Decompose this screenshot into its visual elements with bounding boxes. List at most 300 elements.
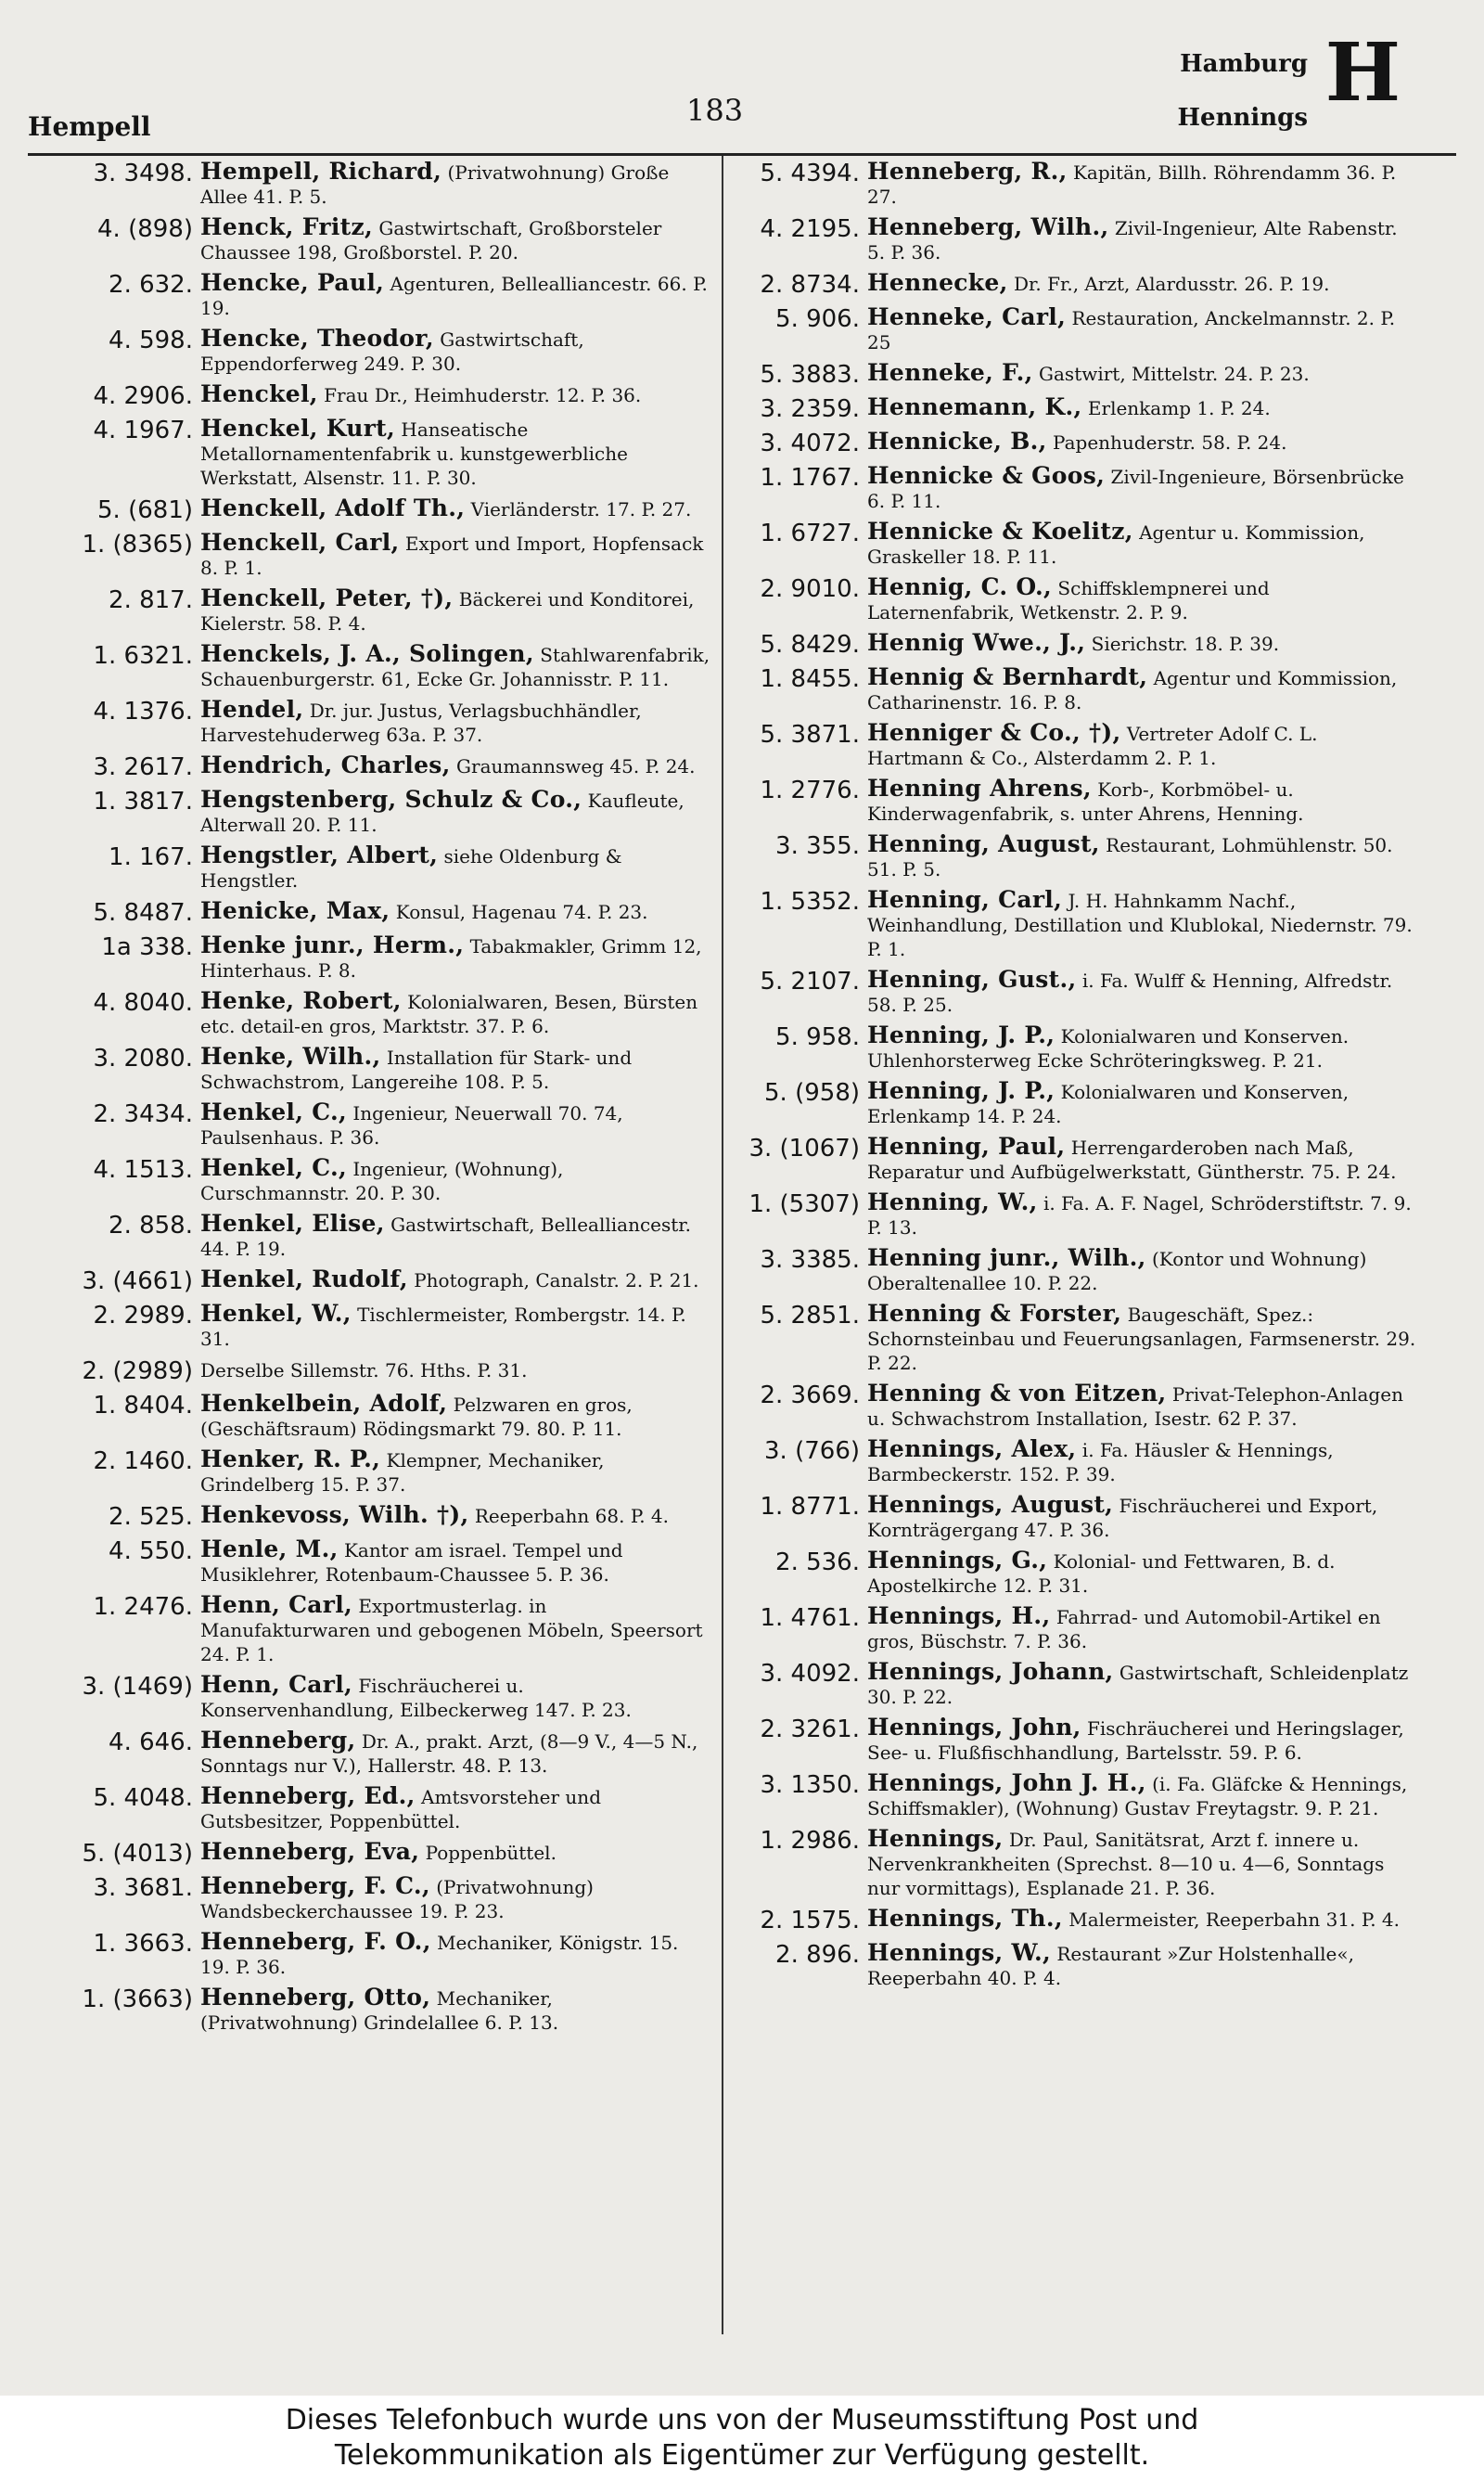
listing-entry	[26, 989, 712, 1038]
subscriber-name: Henkelbein, Adolf,	[200, 1390, 448, 1417]
listing-entry	[733, 215, 1419, 264]
entry-text	[200, 1302, 712, 1351]
phone-number: 3. 2359.	[760, 395, 860, 423]
entry-text	[200, 1593, 712, 1666]
listing-entry	[26, 1357, 712, 1385]
entry-text	[867, 1023, 1419, 1073]
phone-number: 2. 632.	[109, 271, 193, 299]
phone-number: 3. (1067)	[748, 1135, 860, 1163]
entry-details: Gastwirtschaft, Großborsteler Chaussee 198, Großborstel. P. 20.	[200, 217, 662, 263]
listing-entry	[733, 1437, 1419, 1486]
entry-details: Schiffsklempnerei und Laternenfabrik, Wetkenstr. 2. P. 9.	[867, 577, 1270, 623]
entry-details: Fischräucherei u. Konservenhandlung, Eilbeckerweg 147. P. 23.	[200, 1675, 632, 1721]
entry-text	[867, 1079, 1419, 1128]
entry-text	[200, 1728, 712, 1778]
subscriber-name: Henneberg, Eva,	[200, 1838, 420, 1865]
subscriber-name: Hennicke & Koelitz,	[867, 518, 1133, 545]
entry-details: Kolonialwaren, Besen, Bürsten etc. detail-en gros, Marktstr. 37. P. 6.	[200, 991, 698, 1037]
phone-number: 3. 3385.	[760, 1246, 860, 1274]
entry-text	[200, 1267, 712, 1292]
entry-details: Restaurant »Zur Holstenhalle«, Reeperbahn 40. P. 4.	[867, 1943, 1354, 1989]
entry-text	[200, 1357, 712, 1382]
listing-entry	[733, 1079, 1419, 1128]
subscriber-name: Henning, J. P.,	[867, 1022, 1055, 1048]
subscriber-name: Henicke, Max,	[200, 897, 390, 924]
entry-text	[867, 395, 1419, 420]
entry-details: Stahlwarenfabrik, Schauenburgerstr. 61, Ecke Gr. Johannisstr. P. 11.	[200, 644, 710, 690]
entry-details: (Kontor und Wohnung) Oberaltenallee 10. P. 22.	[867, 1248, 1367, 1294]
phone-number: 1. 2776.	[760, 777, 860, 804]
subscriber-name: Henneberg, Wilh.,	[867, 213, 1109, 240]
listing-entry	[733, 1135, 1419, 1184]
phone-number: 1. (5307)	[748, 1190, 860, 1218]
entry-text	[867, 968, 1419, 1017]
listing-entry	[733, 1941, 1419, 1990]
phone-number: 2. 3669.	[760, 1381, 860, 1409]
entry-details: Amtsvorsteher und Gutsbesitzer, Poppenbüttel.	[200, 1786, 601, 1832]
subscriber-name: Henning Ahrens,	[867, 775, 1092, 802]
entry-details: Mechaniker, Königstr. 15. 19. P. 36.	[200, 1932, 679, 1978]
listing-entry	[26, 160, 712, 209]
listing-entry	[733, 1660, 1419, 1709]
entry-details: Tischlermeister, Rombergstr. 14. P. 31.	[200, 1304, 686, 1350]
entry-text	[200, 496, 712, 521]
subscriber-name: Henkel, C.,	[200, 1099, 347, 1125]
phone-number: 1. 2986.	[760, 1827, 860, 1855]
entry-details: Dr. Fr., Arzt, Alardusstr. 26. P. 19.	[1014, 273, 1330, 295]
entry-details: Privat-Telephon-Anlagen u. Schwachstrom Installation, Isestr. 62 P. 37.	[867, 1383, 1403, 1430]
phone-number: 5. 2851.	[760, 1302, 860, 1330]
phone-number: 2. 858.	[109, 1212, 193, 1240]
entry-details: Erlenkamp 1. P. 24.	[1087, 397, 1271, 419]
subscriber-name: Henkel, W.,	[200, 1300, 352, 1327]
entry-text	[867, 1302, 1419, 1375]
subscriber-name: Hennecke,	[867, 269, 1008, 296]
phone-number: 3. 2080.	[93, 1045, 193, 1073]
entry-text	[867, 1246, 1419, 1295]
subscriber-name: Hennings, Johann,	[867, 1658, 1114, 1685]
entry-text	[200, 417, 712, 490]
entry-details: Bäckerei und Konditorei, Kielerstr. 58. P. 4.	[200, 588, 695, 635]
entry-text	[867, 1548, 1419, 1598]
phone-number: 2. 896.	[775, 1941, 860, 1969]
running-head-right	[1177, 37, 1308, 145]
phone-number: 1. 4761.	[760, 1604, 860, 1632]
phone-number: 1. 3663.	[93, 1930, 193, 1958]
right-column	[733, 160, 1419, 1997]
listing-entry	[26, 1302, 712, 1351]
phone-number: 1. 3817.	[93, 788, 193, 816]
entry-details: Restauration, Anckelmannstr. 2. P. 25	[867, 307, 1396, 353]
entry-details: Gastwirtschaft, Eppendorferweg 249. P. 30.	[200, 328, 584, 375]
listing-entry	[26, 1985, 712, 2035]
listing-entry	[733, 888, 1419, 961]
subscriber-name: Henneberg, Ed.,	[200, 1782, 416, 1809]
phone-number: 5. 2107.	[760, 968, 860, 996]
listing-entry	[26, 1045, 712, 1094]
listing-entry	[733, 1907, 1419, 1934]
listing-entry	[26, 417, 712, 490]
entry-details: Graumannsweg 45. P. 24.	[456, 755, 696, 777]
phone-number: 5. 4394.	[760, 160, 860, 187]
section-letter: H	[1324, 26, 1401, 120]
entry-text	[867, 832, 1419, 881]
entry-details: siehe Oldenburg & Hengstler.	[200, 845, 622, 892]
phone-number: 3. (4661)	[82, 1267, 193, 1295]
running-head-left: Hempell	[28, 111, 151, 142]
subscriber-name: Hencke, Paul,	[200, 269, 385, 296]
phone-number: 5. 906.	[775, 305, 860, 333]
entry-details: Dr. Paul, Sanitätsrat, Arzt f. innere u. Nervenkrankheiten (Sprechst. 8—10 u. 4—6, Sonntags nur vormittags), Esplanade 21. P. 36.	[867, 1829, 1385, 1899]
listing-entry	[26, 215, 712, 264]
phone-number: 3. 3498.	[93, 160, 193, 187]
entry-text	[867, 215, 1419, 264]
subscriber-name: Hendrich, Charles,	[200, 752, 451, 778]
subscriber-name: Hennig Wwe., J.,	[867, 629, 1086, 656]
entry-text	[200, 753, 712, 778]
listing-entry	[26, 933, 712, 983]
left-column	[26, 160, 712, 2041]
entry-details: Sierichstr. 18. P. 39.	[1091, 633, 1280, 655]
listing-entry	[733, 1604, 1419, 1653]
listing-entry	[733, 721, 1419, 770]
phone-number: 1. 8771.	[760, 1493, 860, 1521]
listing-entry	[733, 160, 1419, 209]
subscriber-name: Henneberg, F. C.,	[200, 1872, 430, 1899]
phone-number: 3. (766)	[764, 1437, 860, 1465]
subscriber-name: Henckell, Adolf Th.,	[200, 495, 466, 521]
listing-entry	[733, 1302, 1419, 1375]
footer-line-1: Dieses Telefonbuch wurde uns von der Museumsstiftung Post und	[285, 2404, 1199, 2436]
entry-details: Fischräucherei und Export, Kornträgergang 47. P. 36.	[867, 1495, 1378, 1541]
subscriber-name: Henning, Gust.,	[867, 966, 1077, 993]
subscriber-name: Hennings, Alex,	[867, 1435, 1077, 1462]
subscriber-name: Henckell, Peter, †),	[200, 585, 454, 611]
listing-entry	[26, 271, 712, 320]
entry-text	[867, 721, 1419, 770]
subscriber-name: Hennings, G.,	[867, 1547, 1048, 1574]
entry-text	[867, 1135, 1419, 1184]
listing-entry	[26, 586, 712, 636]
phone-number: 3. 4072.	[760, 430, 860, 457]
entry-text	[867, 1381, 1419, 1431]
listing-entry	[26, 1537, 712, 1587]
entry-text	[867, 575, 1419, 624]
phone-number: 4. 550.	[109, 1537, 193, 1565]
entry-details: J. H. Hahnkamm Nachf., Weinhandlung, Destillation und Klublokal, Niedernstr. 79. P. 1.	[867, 890, 1413, 960]
entry-text	[867, 1827, 1419, 1900]
subscriber-name: Henning, J. P.,	[867, 1077, 1055, 1104]
entry-text	[200, 933, 712, 983]
phone-number: 2. 1575.	[760, 1907, 860, 1934]
header-rule	[28, 153, 1456, 156]
phone-number: 1a 338.	[101, 933, 193, 961]
entry-details: Exportmusterlag. in Manufakturwaren und gebogenen Möbeln, Speersort 24. P. 1.	[200, 1595, 703, 1665]
entry-text	[200, 1930, 712, 1979]
phone-number: 5. 8429.	[760, 631, 860, 659]
subscriber-name: Henneberg, Otto,	[200, 1984, 431, 2011]
listing-entry	[733, 1715, 1419, 1765]
listing-entry	[26, 698, 712, 747]
subscriber-name: Henneberg, R.,	[867, 158, 1068, 185]
subscriber-name: Henneberg, F. O.,	[200, 1928, 431, 1955]
phone-number: 3. (1469)	[82, 1673, 193, 1701]
entry-details: Klempner, Mechaniker, Grindelberg 15. P. 37.	[200, 1449, 605, 1496]
entry-text	[200, 1537, 712, 1587]
subscriber-name: Hennings,	[867, 1825, 1004, 1852]
subscriber-name: Hennings, August,	[867, 1491, 1114, 1518]
phone-number: 3. 355.	[775, 832, 860, 860]
entry-details: Pelzwaren en gros, (Geschäftsraum) Rödingsmarkt 79. 80. P. 11.	[200, 1394, 633, 1440]
entry-text	[867, 1493, 1419, 1542]
entry-details: Agentur u. Kommission, Graskeller 18. P. 11.	[867, 521, 1365, 568]
entry-details: Vertreter Adolf C. L. Hartmann & Co., Alsterdamm 2. P. 1.	[867, 723, 1318, 769]
entry-text	[200, 1156, 712, 1205]
subscriber-name: Hennings, John,	[867, 1714, 1081, 1741]
entry-details: Fahrrad- und Automobil-Artikel en gros, Büschstr. 7. P. 36.	[867, 1606, 1381, 1652]
phone-number: 4. 598.	[109, 327, 193, 354]
phone-number: 2. 525.	[109, 1503, 193, 1531]
entry-text	[867, 1941, 1419, 1990]
listing-entry	[26, 327, 712, 376]
listing-entry	[733, 1771, 1419, 1820]
subscriber-name: Henck, Fritz,	[200, 213, 373, 240]
phone-number: 1. 2476.	[93, 1593, 193, 1621]
phone-number: 5. 8487.	[93, 899, 193, 927]
subscriber-name: Henkel, C.,	[200, 1154, 347, 1181]
entry-text	[200, 1673, 712, 1722]
entry-text	[200, 382, 712, 407]
phone-number: 4. 8040.	[93, 989, 193, 1017]
entry-details: Herrengarderoben nach Maß, Reparatur und Aufbügelwerkstatt, Güntherstr. 75. P. 24.	[867, 1137, 1397, 1183]
entry-details: Poppenbüttel.	[425, 1842, 556, 1864]
phone-number: 4. 646.	[109, 1728, 193, 1756]
subscriber-name: Hennig, C. O.,	[867, 573, 1053, 600]
entry-details: Kolonial- und Fettwaren, B. d. Apostelkirche 12. P. 31.	[867, 1550, 1336, 1597]
listing-entry	[26, 1267, 712, 1295]
entry-details: Kapitän, Billh. Röhrendamm 36. P. 27.	[867, 161, 1397, 208]
entry-details: Dr. A., prakt. Arzt, (8—9 V., 4—5 N., Sonntags nur V.), Hallerstr. 48. P. 13.	[200, 1730, 698, 1777]
phone-number: 1. (3663)	[82, 1985, 193, 2013]
subscriber-name: Henning junr., Wilh.,	[867, 1244, 1146, 1271]
subscriber-name: Hencke, Theodor,	[200, 325, 434, 352]
listing-entry	[733, 1493, 1419, 1542]
phone-number: 5. 958.	[775, 1023, 860, 1051]
entry-details: Derselbe Sillemstr. 76. Hths. P. 31.	[200, 1359, 528, 1381]
entry-text	[867, 1604, 1419, 1653]
subscriber-name: Henning, Carl,	[867, 886, 1063, 913]
entry-text	[200, 1392, 712, 1441]
entry-details: Baugeschäft, Spez.: Schornsteinbau und Feuerungsanlagen, Farmsenerstr. 29. P. 22.	[867, 1304, 1416, 1374]
listing-entry	[733, 1548, 1419, 1598]
phone-number: 1. (8365)	[82, 531, 193, 559]
listing-entry	[733, 395, 1419, 423]
entry-details: Installation für Stark- und Schwachstrom, Langereihe 108. P. 5.	[200, 1047, 633, 1093]
subscriber-name: Henckels, J. A., Solingen,	[200, 640, 534, 667]
entry-details: Kolonialwaren und Konserven, Erlenkamp 14. P. 24.	[867, 1081, 1350, 1127]
phone-number: 3. 1350.	[760, 1771, 860, 1799]
entry-details: Konsul, Hagenau 74. P. 23.	[395, 901, 648, 923]
entry-text	[867, 1715, 1419, 1765]
entry-details: Papenhuderstr. 58. P. 24.	[1053, 431, 1287, 454]
entry-details: (i. Fa. Gläfcke & Hennings, Schiffsmakler), (Wohnung) Gustav Freytagstr. 9. P. 21.	[867, 1773, 1408, 1819]
listing-entry	[26, 1930, 712, 1979]
subscriber-name: Hennings, Th.,	[867, 1905, 1063, 1932]
phone-number: 1. 8404.	[93, 1392, 193, 1420]
entry-text	[200, 1100, 712, 1150]
entry-details: Korb-, Korbmöbel- u. Kinderwagenfabrik, s. unter Ahrens, Henning.	[867, 778, 1304, 825]
entry-text	[200, 698, 712, 747]
entry-details: Ingenieur, (Wohnung), Curschmannstr. 20. P. 30.	[200, 1158, 564, 1204]
entry-details: Malermeister, Reeperbahn 31. P. 4.	[1068, 1908, 1401, 1931]
entry-text	[867, 361, 1419, 386]
listing-entry	[733, 1381, 1419, 1431]
subscriber-name: Henning, W.,	[867, 1189, 1038, 1215]
listing-entry	[733, 1023, 1419, 1073]
listing-entry	[733, 575, 1419, 624]
entry-details: (Privatwohnung) Wandsbeckerchaussee 19. P. 23.	[200, 1876, 594, 1922]
listing-entry	[26, 1593, 712, 1666]
phone-number: 5. 4048.	[93, 1784, 193, 1812]
footer-notice	[0, 2396, 1484, 2480]
entry-details: Gastwirtschaft, Schleidenplatz 30. P. 22.	[867, 1662, 1409, 1708]
entry-text	[867, 1907, 1419, 1932]
listing-entry	[733, 968, 1419, 1017]
entry-text	[867, 665, 1419, 714]
phone-number: 2. 8734.	[760, 271, 860, 299]
subscriber-name: Henle, M.,	[200, 1536, 339, 1562]
entry-details: Frau Dr., Heimhuderstr. 12. P. 36.	[324, 384, 642, 406]
listing-entry	[26, 1100, 712, 1150]
listing-entry	[733, 832, 1419, 881]
entry-text	[867, 430, 1419, 455]
phone-number: 4. 1513.	[93, 1156, 193, 1184]
phone-number: 1. 8455.	[760, 665, 860, 693]
phone-number: 4. 1376.	[93, 698, 193, 726]
phone-number: 5. (681)	[97, 496, 193, 524]
entry-text	[867, 631, 1419, 656]
entry-details: Agentur und Kommission, Catharinenstr. 16. P. 8.	[867, 667, 1398, 713]
entry-details: Gastwirtschaft, Bellealliancestr. 44. P. 19.	[200, 1214, 692, 1260]
subscriber-name: Henckell, Carl,	[200, 529, 400, 556]
entry-details: Restaurant, Lohmühlenstr. 50. 51. P. 5.	[867, 834, 1393, 880]
entry-details: Kolonialwaren und Konserven. Uhlenhorsterweg Ecke Schröteringksweg. P. 21.	[867, 1025, 1350, 1072]
entry-text	[867, 271, 1419, 296]
phone-number: 4. 2906.	[93, 382, 193, 410]
phone-number: 5. (4013)	[82, 1840, 193, 1868]
subscriber-name: Hennemann, K.,	[867, 393, 1082, 420]
entry-text	[867, 888, 1419, 961]
subscriber-name: Henckel,	[200, 380, 318, 407]
entry-details: Dr. jur. Justus, Verlagsbuchhändler, Harvestehuderweg 63a. P. 37.	[200, 700, 642, 746]
entry-details: Reeperbahn 68. P. 4.	[474, 1505, 670, 1527]
listing-entry	[26, 1784, 712, 1833]
footer-line-2: Telekommunikation als Eigentümer zur Verfügung gestellt.	[334, 2439, 1150, 2472]
entry-details: Zivil-Ingenieure, Börsenbrücke 6. P. 11.	[867, 466, 1404, 512]
subscriber-name: Hennicke, B.,	[867, 428, 1047, 455]
entry-text	[200, 271, 712, 320]
phone-number: 2. (2989)	[82, 1357, 193, 1385]
phone-number: 3. 2617.	[93, 753, 193, 781]
subscriber-name: Hempell, Richard,	[200, 158, 442, 185]
page-number: 183	[686, 93, 744, 128]
entry-details: Mechaniker, (Privatwohnung) Grindelallee 6. P. 13.	[200, 1987, 559, 2034]
phone-number: 4. 2195.	[760, 215, 860, 243]
entry-details: Zivil-Ingenieur, Alte Rabenstr. 5. P. 36.	[867, 217, 1398, 263]
entry-text	[200, 642, 712, 691]
phone-number: 2. 3261.	[760, 1715, 860, 1743]
listing-entry	[26, 1840, 712, 1868]
listing-entry	[733, 520, 1419, 569]
entry-text	[200, 160, 712, 209]
entry-text	[200, 1503, 712, 1528]
entry-details: i. Fa. Wulff & Henning, Alfredstr. 58. P. 25.	[867, 970, 1393, 1016]
listing-entry	[733, 1190, 1419, 1240]
entry-text	[867, 1190, 1419, 1240]
entry-text	[200, 1212, 712, 1261]
listing-entry	[26, 1212, 712, 1261]
phone-number: 2. 817.	[109, 586, 193, 614]
entry-text	[200, 788, 712, 837]
subscriber-name: Henning & von Eitzen,	[867, 1380, 1167, 1407]
entry-details: Gastwirt, Mittelstr. 24. P. 23.	[1039, 363, 1310, 385]
entry-text	[200, 1840, 712, 1865]
subscriber-name: Henkel, Elise,	[200, 1210, 385, 1237]
listing-entry	[733, 430, 1419, 457]
subscriber-name: Henkevoss, Wilh. †),	[200, 1501, 469, 1528]
listing-entry	[26, 1447, 712, 1497]
entry-details: Kantor am israel. Tempel und Musiklehrer, Rotenbaum-Chaussee 5. P. 36.	[200, 1539, 623, 1586]
subscriber-name: Henkel, Rudolf,	[200, 1266, 408, 1292]
listing-entry	[26, 843, 712, 893]
phone-number: 2. 3434.	[93, 1100, 193, 1128]
phone-number: 4. 1967.	[93, 417, 193, 444]
phone-number: 1. 1767.	[760, 464, 860, 492]
listing-entry	[26, 531, 712, 580]
listing-entry	[26, 1503, 712, 1531]
subscriber-name: Henke, Robert,	[200, 987, 402, 1014]
subscriber-name: Henke junr., Herm.,	[200, 932, 465, 958]
entry-details: Hanseatische Metallornamentenfabrik u. kunstgewerbliche Werkstatt, Alsenstr. 11. P. 30.	[200, 418, 628, 489]
entry-text	[200, 1045, 712, 1094]
entry-text	[867, 1437, 1419, 1486]
entry-text	[200, 327, 712, 376]
listing-entry	[733, 777, 1419, 826]
entry-text	[200, 1447, 712, 1497]
listing-entry	[733, 1246, 1419, 1295]
listing-entry	[26, 642, 712, 691]
entry-details: Ingenieur, Neuerwall 70. 74, Paulsenhaus. P. 36.	[200, 1102, 623, 1149]
phone-number: 2. 1460.	[93, 1447, 193, 1475]
phone-number: 1. 6727.	[760, 520, 860, 547]
listing-entry	[26, 1728, 712, 1778]
subscriber-name: Henneke, Carl,	[867, 303, 1067, 330]
subscriber-name: Henning, Paul,	[867, 1133, 1066, 1160]
listing-entry	[26, 496, 712, 524]
subscriber-name: Hengstler, Albert,	[200, 842, 439, 868]
listing-entry	[26, 753, 712, 781]
entry-text	[200, 586, 712, 636]
listing-entry	[26, 899, 712, 927]
entry-text	[200, 1985, 712, 2035]
subscriber-name: Hengstenberg, Schulz & Co.,	[200, 786, 582, 813]
listing-entry	[26, 1673, 712, 1722]
listing-entry	[733, 1827, 1419, 1900]
entry-details: Photograph, Canalstr. 2. P. 21.	[414, 1269, 699, 1291]
entry-text	[867, 464, 1419, 513]
subscriber-name: Henke, Wilh.,	[200, 1043, 381, 1070]
subscriber-name: Henker, R. P.,	[200, 1446, 381, 1472]
